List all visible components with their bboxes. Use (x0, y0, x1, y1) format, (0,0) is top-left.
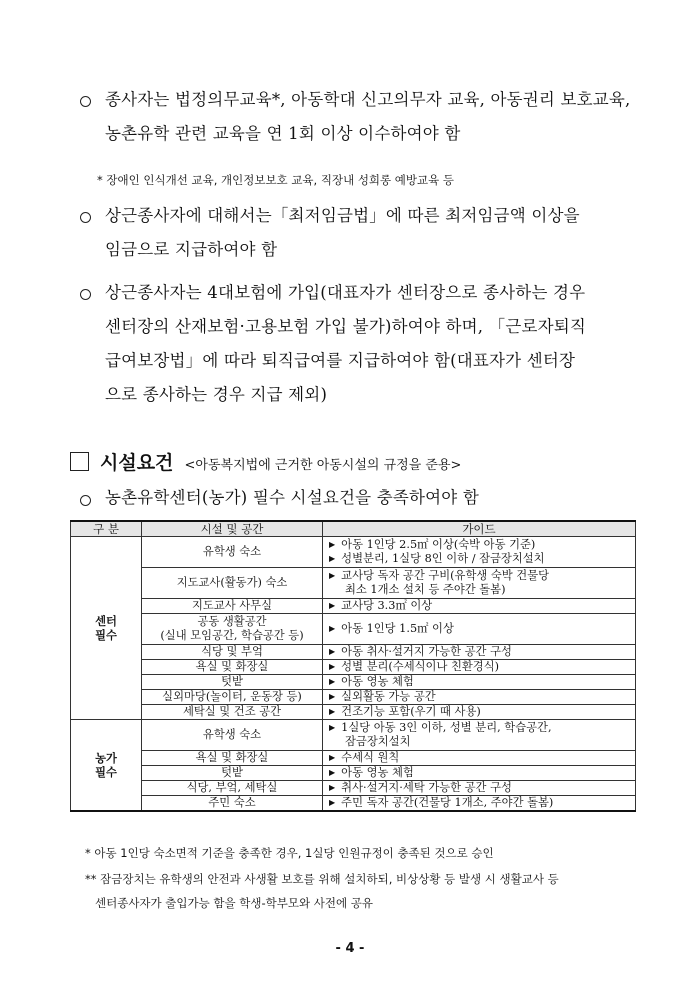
guide-item (329, 552, 631, 566)
guide-cell (323, 705, 636, 720)
space-cell-line: 세탁실 및 건조 공간 (182, 705, 282, 718)
space-cell (142, 796, 323, 812)
paragraph-3 (105, 276, 586, 412)
space-cell-line: 텃밭 (221, 675, 243, 688)
table-row (71, 796, 636, 812)
guide-item-text: 잠금장치설치 (345, 735, 411, 748)
table-row (71, 660, 636, 675)
guide-cell (323, 781, 636, 796)
paragraph-3-line-3: 급여보장법」에 따라 퇴직급여를 지급하여야 함(대표자가 센터장 (105, 351, 576, 370)
bullet-circle-icon (80, 285, 91, 304)
guide-cell (323, 614, 636, 645)
header-space: 시설 및 공간 (142, 521, 323, 537)
table-row (71, 705, 636, 720)
guide-cell (323, 751, 636, 766)
guide-item (329, 781, 631, 795)
guide-item-text: 건조기능 포함(우기 때 사용) (341, 705, 481, 718)
triangle-bullet-icon: ▶ (329, 768, 336, 777)
space-cell-line: 식당, 부엌, 세탁실 (186, 781, 278, 794)
space-cell-line: 주민 숙소 (208, 796, 256, 809)
space-cell-line: 유학생 숙소 (202, 728, 262, 741)
table-row (71, 599, 636, 614)
table-row (71, 675, 636, 690)
guide-item-text: 수세식 원칙 (341, 751, 400, 764)
space-cell-line: 유학생 숙소 (202, 545, 262, 558)
guide-cell (323, 690, 636, 705)
table-row (71, 766, 636, 781)
space-cell-line: 욕실 및 화장실 (195, 751, 269, 764)
guide-item-text: 아동 취사·설거지 가능한 공간 구성 (341, 645, 512, 658)
space-cell-line: 식당 및 부엌 (201, 645, 263, 658)
space-cell-line: 지도교사 사무실 (192, 599, 272, 612)
group-label-line: 센터 (95, 614, 117, 628)
group-label-line: 농가 (95, 751, 117, 765)
space-cell (142, 675, 323, 690)
footnote-2-line-2: 센터종사자가 출입가능 함을 학생-학부모와 사전에 공유 (95, 896, 373, 910)
space-cell (142, 720, 323, 751)
bullet-circle-icon (80, 491, 91, 510)
guide-item (329, 569, 631, 583)
group-label (71, 720, 142, 812)
facility-requirements-table (70, 520, 636, 812)
space-cell (142, 599, 323, 614)
footnote-1-line-1: * 아동 1인당 숙소면적 기준을 충족한 경우, 1실당 인원규정이 충족된 것으로 승인 (85, 846, 494, 860)
triangle-bullet-icon: ▶ (329, 662, 336, 671)
space-cell (142, 660, 323, 675)
footnote-2-line-1: ** 잠금장치는 유학생의 안전과 사생활 보호를 위해 설치하되, 비상상황 등 발생 시 생활교사 등 (85, 872, 559, 886)
guide-cell (323, 660, 636, 675)
guide-item (329, 622, 631, 636)
guide-item (329, 796, 631, 810)
bullet-circle-icon (80, 208, 91, 227)
guide-cell (323, 766, 636, 781)
table-row (71, 751, 636, 766)
table-row (71, 690, 636, 705)
guide-item (329, 721, 631, 735)
guide-item (329, 705, 631, 719)
space-cell (142, 751, 323, 766)
guide-item (329, 735, 631, 749)
space-cell (142, 705, 323, 720)
guide-item-text: 아동 영농 체험 (341, 675, 414, 688)
space-cell-line: 텃밭 (221, 766, 243, 779)
table-header-row (71, 521, 636, 537)
triangle-bullet-icon: ▶ (329, 624, 336, 633)
group-label-line: 필수 (95, 765, 117, 779)
triangle-bullet-icon: ▶ (329, 601, 336, 610)
table-row (71, 645, 636, 660)
footnote-2 (85, 867, 559, 915)
guide-item (329, 660, 631, 674)
triangle-bullet-icon: ▶ (329, 554, 336, 563)
guide-item-text: 아동 영농 체험 (341, 766, 414, 779)
space-cell (142, 614, 323, 645)
guide-item (329, 751, 631, 765)
guide-item-text: 교사당 독자 공간 구비(유학생 숙박 건물당 (341, 569, 550, 582)
table-row (71, 614, 636, 645)
space-cell-line: (실내 모임공간, 학습공간 등) (160, 629, 304, 642)
space-cell (142, 781, 323, 796)
triangle-bullet-icon: ▶ (329, 647, 336, 656)
paragraph-2-line-2: 임금으로 지급하여야 함 (105, 240, 278, 259)
triangle-bullet-icon: ▶ (329, 753, 336, 762)
guide-item (329, 645, 631, 659)
space-cell (142, 690, 323, 705)
header-guide: 가이드 (323, 521, 636, 537)
space-cell-line: 지도교사(활동가) 숙소 (176, 576, 288, 589)
space-cell-line: 욕실 및 화장실 (195, 660, 269, 673)
guide-item-text: 교사당 3.3㎡ 이상 (341, 599, 433, 612)
space-cell (142, 537, 323, 568)
paragraph-1-line-2: 농촌유학 관련 교육을 연 1회 이상 이수하여야 함 (105, 124, 461, 143)
triangle-bullet-icon: ▶ (329, 707, 336, 716)
header-category: 구 분 (71, 521, 142, 537)
guide-cell (323, 720, 636, 751)
checkbox-square-icon (70, 452, 89, 475)
guide-cell (323, 537, 636, 568)
section-item: 농촌유학센터(농가) 필수 시설요건을 충족하여야 함 (105, 488, 479, 507)
space-cell-line: 공동 생활공간 (197, 615, 267, 628)
footnote-1 (85, 841, 494, 865)
paragraph-3-line-2: 센터장의 산재보험·고용보험 가입 불가)하여야 하며, 「근로자퇴직 (105, 317, 587, 336)
section-heading (100, 448, 461, 475)
guide-item-text: 주민 독자 공간(건물당 1개소, 주야간 돌봄) (341, 796, 554, 809)
guide-item (329, 538, 631, 552)
triangle-bullet-icon: ▶ (329, 798, 336, 807)
paragraph-1 (105, 83, 631, 151)
guide-item-text: 취사·설거지·세탁 가능한 공간 구성 (341, 781, 512, 794)
guide-cell (323, 568, 636, 599)
paragraph-2-line-1: 상근종사자에 대해서는「최저임금법」에 따른 최저임금액 이상을 (105, 206, 580, 225)
guide-cell (323, 675, 636, 690)
guide-item-text: 성별분리, 1실당 8인 이하 / 잠금장치설치 (341, 552, 545, 565)
table-row (71, 537, 636, 568)
guide-item-text: 성별 분리(수세식이나 친환경식) (341, 660, 500, 673)
space-cell (142, 645, 323, 660)
guide-item (329, 675, 631, 689)
space-cell-line: 실외마당(놀이터, 운동장 등) (162, 690, 302, 703)
table-row (71, 720, 636, 751)
triangle-bullet-icon: ▶ (329, 783, 336, 792)
space-cell (142, 568, 323, 599)
guide-item-text: 실외활동 가능 공간 (341, 690, 436, 703)
note-1: * 장애인 인식개선 교육, 개인정보보호 교육, 직장내 성희롱 예방교육 등 (97, 173, 455, 187)
triangle-bullet-icon: ▶ (329, 540, 336, 549)
triangle-bullet-icon: ▶ (329, 692, 336, 701)
triangle-bullet-icon: ▶ (329, 677, 336, 686)
guide-item-text: 아동 1인당 1.5㎡ 이상 (341, 622, 454, 635)
table-row (71, 568, 636, 599)
guide-item (329, 690, 631, 704)
group-label (71, 537, 142, 720)
guide-item-text: 1실당 아동 3인 이하, 성별 분리, 학습공간, (341, 721, 552, 734)
section-subtitle: <아동복지법에 근거한 아동시설의 규정을 준용> (184, 458, 462, 473)
paragraph-3-line-1: 상근종사자는 4대보험에 가입(대표자가 센터장으로 종사하는 경우 (105, 283, 586, 302)
page-number: - 4 - (335, 941, 365, 956)
guide-item (329, 599, 631, 613)
guide-item (329, 766, 631, 780)
triangle-bullet-icon: ▶ (329, 571, 336, 580)
guide-cell (323, 645, 636, 660)
guide-item (329, 583, 631, 597)
paragraph-1-line-1: 종사자는 법정의무교육*, 아동학대 신고의무자 교육, 아동권리 보호교육, (105, 90, 631, 109)
paragraph-2 (105, 199, 580, 267)
section-title: 시설요건 (100, 452, 174, 474)
paragraph-3-line-4: 으로 종사하는 경우 지급 제외) (105, 385, 328, 404)
bullet-circle-icon (80, 92, 91, 111)
guide-item-text: 아동 1인당 2.5㎡ 이상(숙박 아동 기준) (341, 538, 536, 551)
table-row (71, 781, 636, 796)
guide-item-text: 최소 1개소 설치 등 주야간 돌봄) (345, 583, 506, 596)
guide-cell (323, 796, 636, 812)
group-label-line: 필수 (95, 628, 117, 642)
triangle-bullet-icon: ▶ (329, 723, 336, 732)
space-cell (142, 766, 323, 781)
guide-cell (323, 599, 636, 614)
